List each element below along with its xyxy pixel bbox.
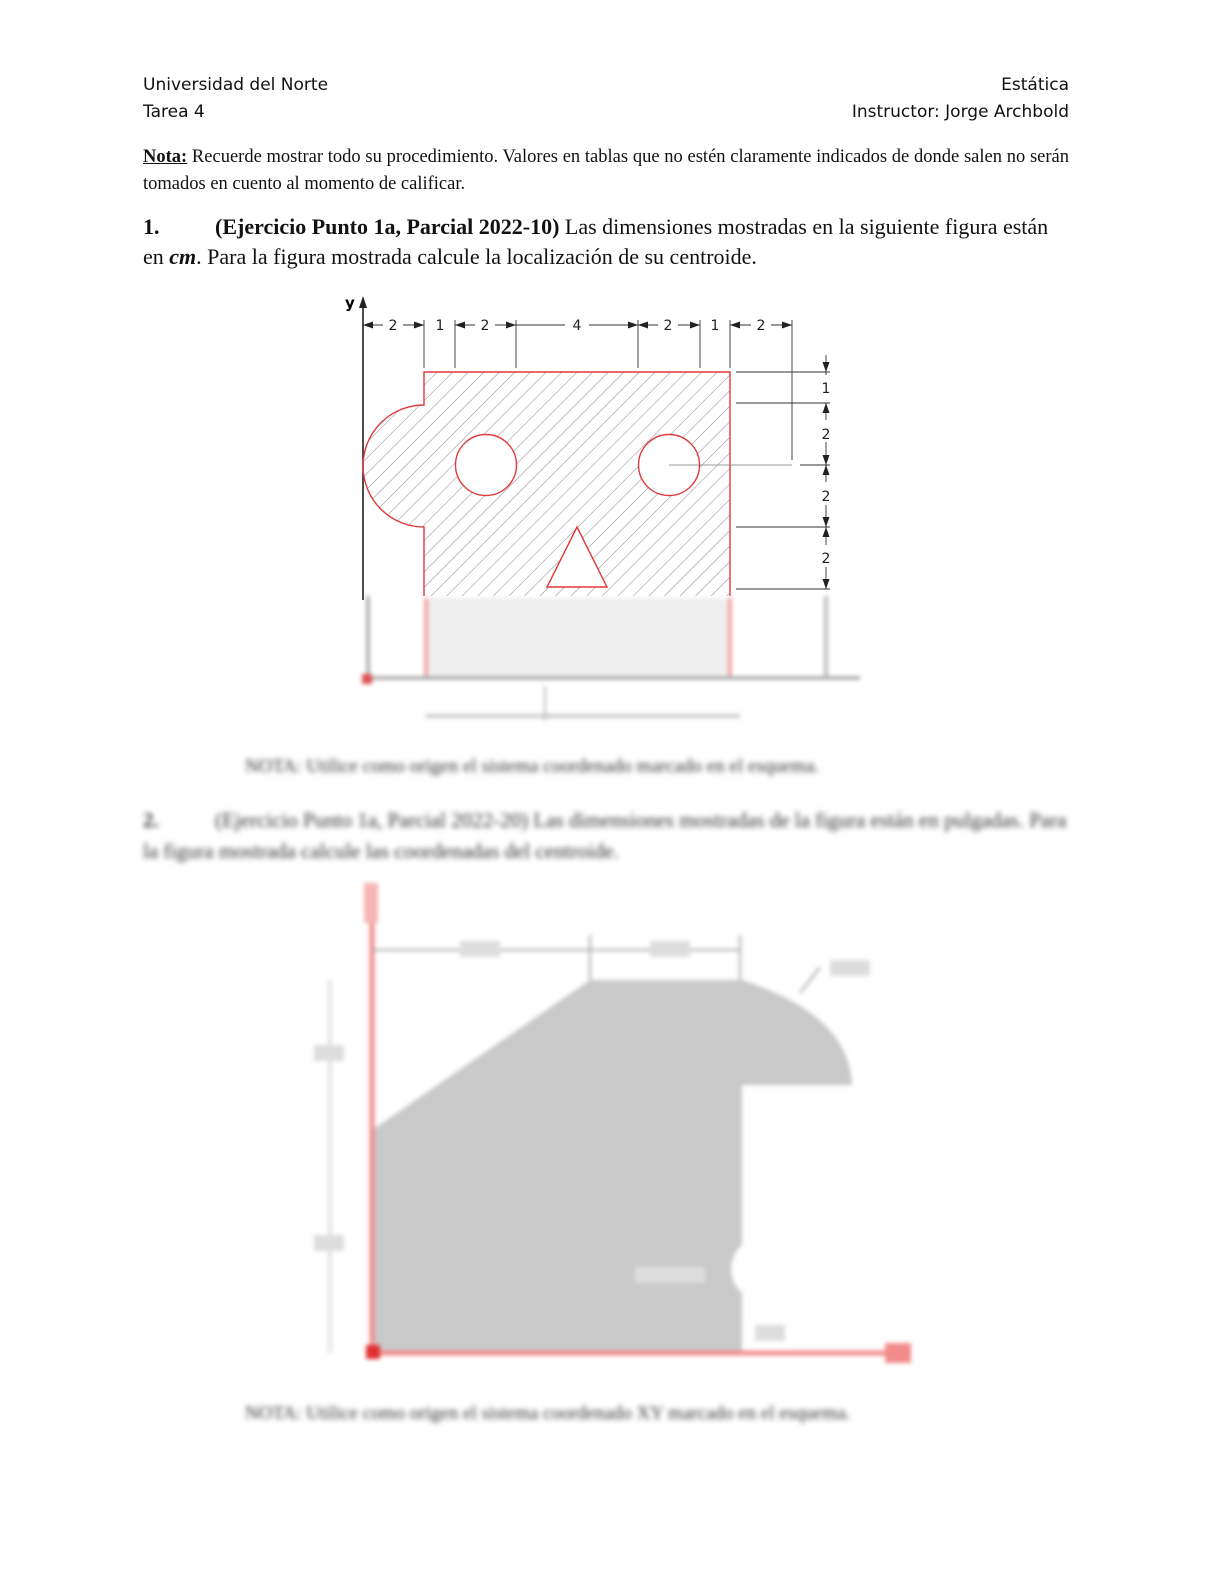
right-dim-4: 2 — [821, 551, 831, 567]
problem-1-text-b: . Para la figura mostrada calcule la localización de su centroide. — [196, 244, 757, 269]
right-dim-2: 2 — [821, 427, 831, 443]
arrowhead-icon — [455, 322, 465, 329]
arrowhead-icon — [823, 403, 830, 413]
problem-1-text-a: Las dimensiones mostradas en la siguiente figura están en — [143, 214, 1049, 269]
circle-hole-left — [456, 435, 517, 496]
blurred-problem-2-number: 2. — [143, 808, 159, 832]
note-text: Recuerde mostrar todo su procedimiento. Valores en tablas que no estén claramente indicados de donde salen no serán tomados en cuento al momento de calificar. — [143, 147, 1069, 194]
note-label: Nota: — [143, 147, 188, 167]
blurred-note-1: NOTA: Utilice como origen el sistema coordenado marcado en el esquema. — [245, 756, 820, 777]
header-university: Universidad del Norte — [143, 75, 329, 95]
figure-1-blurred-bottom — [340, 596, 900, 726]
y-axis-arrow-icon — [359, 296, 367, 308]
header-assignment: Tarea 4 — [143, 102, 205, 122]
arrowhead-icon — [823, 517, 830, 527]
arrowhead-icon — [782, 322, 792, 329]
blurred-problem-2-text: (Ejercicio Punto 1a, Parcial 2022-20) Las dimensiones mostradas de la figura están en pulgadas. Para la figura mostrada calcule las coordenadas del centroide. — [143, 808, 1067, 863]
arrowhead-icon — [414, 322, 424, 329]
blurred-problem-2 — [143, 805, 1069, 867]
arrowhead-icon — [628, 322, 638, 329]
problem-1-unit: cm — [169, 244, 197, 269]
arrowhead-icon — [823, 455, 830, 465]
arrowhead-icon — [730, 322, 740, 329]
figure-2-blurred — [300, 875, 930, 1375]
arrowhead-icon — [363, 322, 373, 329]
arrowhead-icon — [823, 465, 830, 475]
top-dim-2: 1 — [435, 318, 445, 334]
y-axis-label: y — [345, 294, 355, 312]
problem-1-title: (Ejercicio Punto 1a, Parcial 2022-10) — [215, 214, 560, 239]
header-course: Estática — [1001, 75, 1069, 95]
header-instructor: Instructor: Jorge Archbold — [851, 102, 1069, 122]
arrowhead-icon — [823, 579, 830, 589]
arrowhead-icon — [823, 527, 830, 537]
blurred-note-2: NOTA: Utilice como origen el sistema coordenado XY marcado en el esquema. — [245, 1403, 851, 1424]
top-dim-3: 2 — [480, 318, 490, 334]
top-dim-1: 2 — [388, 318, 398, 334]
arrowhead-icon — [690, 322, 700, 329]
top-dim-4: 4 — [572, 318, 582, 334]
top-dim-6: 1 — [710, 318, 720, 334]
top-dim-5: 2 — [663, 318, 673, 334]
problem-1-number: 1. — [143, 214, 160, 239]
arrowhead-icon — [506, 322, 516, 329]
arrowhead-icon — [638, 322, 648, 329]
right-dim-1: 1 — [821, 381, 831, 397]
right-dimensions — [736, 355, 830, 589]
right-dim-3: 2 — [821, 489, 831, 505]
figure-1 — [0, 0, 1224, 600]
arrowhead-icon — [823, 362, 830, 372]
top-dim-7: 2 — [756, 318, 766, 334]
